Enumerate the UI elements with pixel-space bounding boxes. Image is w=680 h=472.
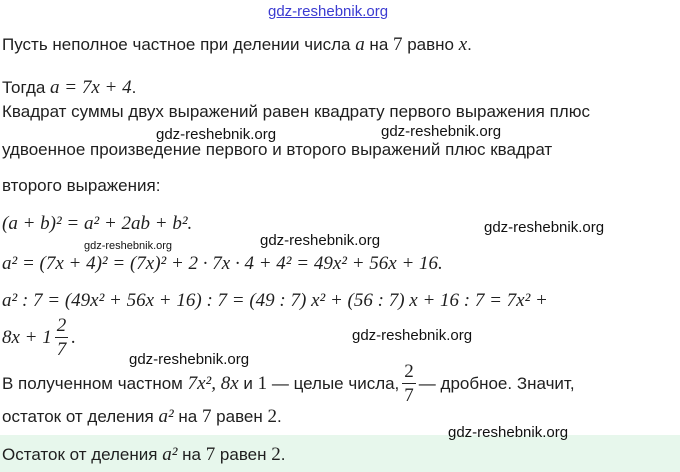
formula-a-squared: a² = (7x + 4)² = (7x)² + 2 · 7x · 4 + 4² = 49x² + 56x + 16. [2, 253, 443, 274]
watermark: gdz-reshebnik.org [129, 351, 250, 368]
text-span: . [280, 445, 286, 464]
formula-division: a² : 7 = (49x² + 56x + 16) : 7 = (49 : 7) x² + (56 : 7) x + 16 : 7 = 7x² + [2, 290, 548, 311]
watermark: gdz-reshebnik.org [448, 424, 569, 441]
math-expression: a² [158, 406, 174, 427]
fraction [55, 316, 69, 359]
watermark: gdz-reshebnik.org [484, 219, 605, 236]
fraction-numerator: 2 [404, 361, 414, 382]
formula-square-of-sum: (a + b)² = a² + 2ab + b². [2, 213, 193, 234]
watermark: gdz-reshebnik.org [352, 327, 473, 344]
math-punct: . [71, 326, 77, 348]
text-span: Остаток от деления [2, 445, 163, 464]
math-expression: 7x², 8x [187, 372, 239, 394]
text-line-5: второго выражения: [2, 176, 161, 195]
math-expression: 8x + 1 [2, 326, 52, 348]
math-expression: a² [162, 444, 178, 465]
text-span: равен [211, 407, 268, 426]
text-line-6 [2, 362, 575, 405]
text-span: Пусть неполное частное при делении числа [2, 35, 356, 54]
math-var: a [355, 34, 365, 55]
math-num: 7 [201, 406, 212, 427]
math-expression: a = 7x + 4 [50, 77, 132, 98]
answer-text [2, 444, 285, 466]
text-span: и [243, 373, 253, 393]
math-num: 2 [267, 406, 277, 427]
watermark: gdz-reshebnik.org [260, 232, 381, 249]
text-span: В полученном частном [2, 373, 183, 393]
fraction-denominator: 7 [56, 339, 67, 360]
math-num: 7 [393, 34, 403, 55]
text-line-2 [2, 77, 136, 99]
text-span: — целые числа, [271, 373, 400, 393]
math-num: 1 [257, 372, 268, 394]
formula-result [2, 316, 76, 359]
text-span: на [173, 407, 202, 426]
fraction-numerator: 2 [56, 315, 67, 336]
fraction-denominator: 7 [404, 385, 414, 406]
text-span: остаток от деления [2, 407, 159, 426]
text-span: равно [402, 35, 459, 54]
text-line-4: удвоенное произведение первого и второго выражений плюс квадрат [2, 140, 553, 159]
fraction [402, 362, 416, 405]
text-span: — дробное. Значит, [418, 373, 575, 393]
text-span: . [131, 78, 137, 97]
watermark-small: gdz-reshebnik.org [84, 240, 173, 252]
math-num: 2 [271, 444, 281, 465]
text-span: . [276, 407, 282, 426]
watermark: gdz-reshebnik.org [156, 126, 277, 143]
math-var: x [458, 34, 468, 55]
text-span: Тогда [2, 78, 51, 97]
text-span: . [467, 35, 472, 54]
text-line-7 [2, 406, 282, 428]
text-line-1 [2, 34, 472, 56]
math-num: 7 [205, 444, 216, 465]
text-span: на [177, 445, 206, 464]
text-line-3: Квадрат суммы двух выражений равен квадрату первого выражения плюс [2, 102, 590, 121]
watermark: gdz-reshebnik.org [381, 123, 502, 140]
watermark-top[interactable]: gdz-reshebnik.org [268, 3, 389, 20]
text-span: на [364, 35, 393, 54]
text-span: равен [215, 445, 272, 464]
